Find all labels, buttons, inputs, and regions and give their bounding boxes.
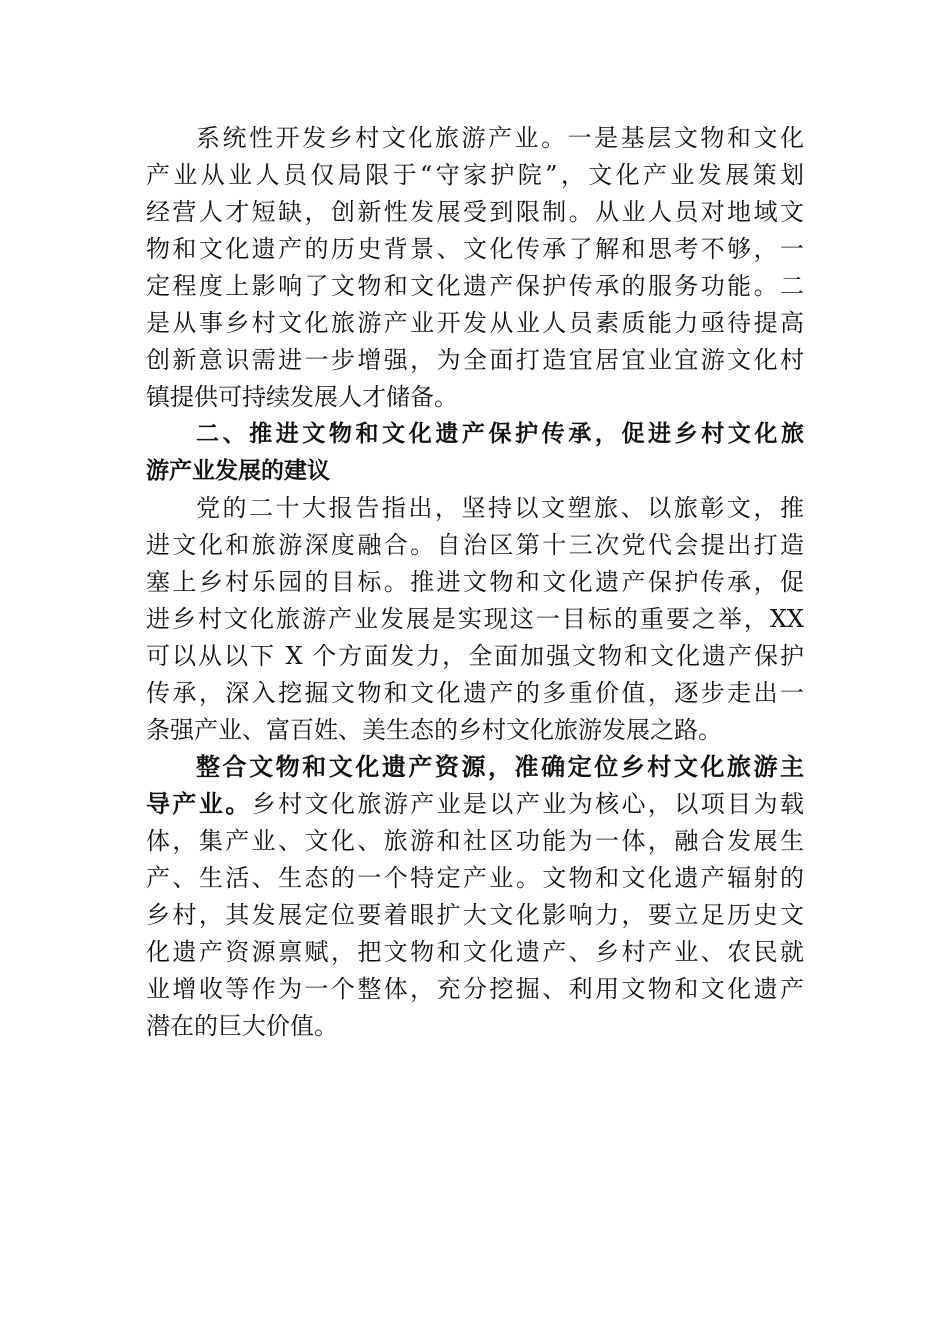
paragraph-bold-lead: 整合文物和文化遗产资源，准确定位乡村文化旅游主: [196, 753, 804, 781]
paragraph-line: 条强产业、富百姓、美生态的乡村文化旅游发展之路。: [146, 716, 722, 744]
paragraph-line: 创新意识需进一步增强，为全面打造宜居宜业宜游文化村: [146, 346, 804, 374]
paragraph-line: 产、生活、生态的一个特定产业。文物和文化遗产辐射的: [146, 864, 804, 892]
section-heading: 游产业发展的建议: [146, 458, 330, 484]
paragraph-line: [146, 784, 804, 824]
paragraph-line: 化遗产资源禀赋，把文物和文化遗产、乡村产业、农民就: [146, 938, 804, 966]
paragraph-line: 进乡村文化旅游产业发展是实现这一目标的重要之举，XX: [146, 605, 804, 633]
paragraph-line: 可以从以下 X 个方面发力，全面加强文物和文化遗产保护: [146, 642, 804, 670]
paragraph-line-text: 乡村文化旅游产业是以产业为核心，以项目为载: [251, 790, 805, 818]
paragraph-line: 物和文化遗产的历史背景、文化传承了解和思考不够，一: [146, 235, 804, 263]
paragraph-line: 产业从业人员仅局限于“守家护院”，文化产业发展策划: [146, 161, 804, 189]
paragraph-line: 党的二十大报告指出，坚持以文塑旅、以旅彰文，推: [196, 494, 804, 522]
paragraph-line: 塞上乡村乐园的目标。推进文物和文化遗产保护传承，促: [146, 568, 804, 596]
paragraph-line: 体，集产业、文化、旅游和社区功能为一体，融合发展生: [146, 827, 804, 855]
paragraph-line: 系统性开发乡村文化旅游产业。一是基层文物和文化: [196, 124, 804, 152]
paragraph-line: 进文化和旅游深度融合。自治区第十三次党代会提出打造: [146, 531, 804, 559]
paragraph-line: 镇提供可持续发展人才储备。: [146, 383, 458, 411]
section-heading: 二、推进文物和文化遗产保护传承，促进乡村文化旅: [196, 421, 804, 447]
paragraph-line: 乡村，其发展定位要着眼扩大文化影响力，要立足历史文: [146, 901, 804, 929]
paragraph-line: 传承，深入挖掘文物和文化遗产的多重价值，逐步走出一: [146, 679, 804, 707]
paragraph-bold-lead-end: 导产业。: [146, 790, 252, 818]
paragraph-line: 定程度上影响了文物和文化遗产保护传承的服务功能。二: [146, 272, 804, 300]
paragraph-line: 潜在的巨大价值。: [146, 1012, 338, 1040]
paragraph-line: 是从事乡村文化旅游产业开发从业人员素质能力亟待提高: [146, 309, 804, 337]
paragraph-line: 业增收等作为一个整体，充分挖掘、利用文物和文化遗产: [146, 975, 804, 1003]
paragraph-line: 经营人才短缺，创新性发展受到限制。从业人员对地域文: [146, 198, 804, 226]
